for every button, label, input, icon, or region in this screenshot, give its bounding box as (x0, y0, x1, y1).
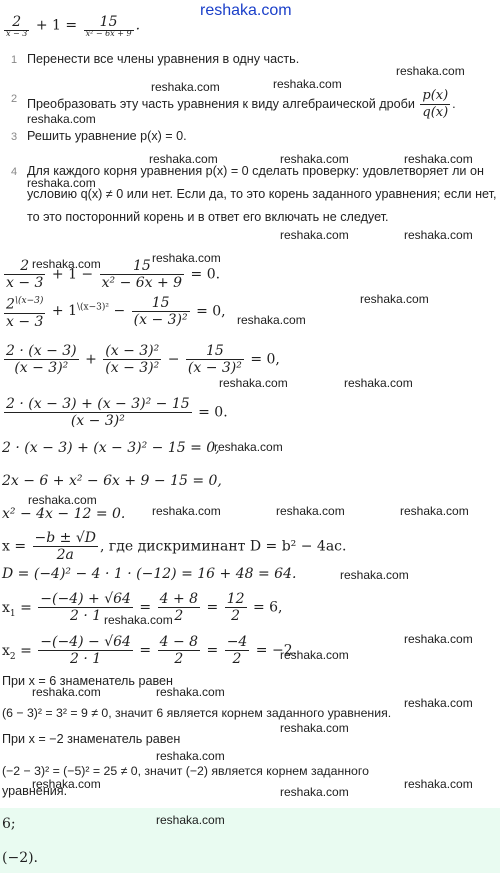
equation-line-2-end: = 0, (196, 303, 226, 320)
check-2-equation-cont: уравнения. (2, 784, 68, 798)
check-2-equation: (−2 − 3)² = (−5)² = 25 ≠ 0, значит (−2) является корнем заданного (2, 764, 369, 778)
equation-line-4: $\frac{\text{2 · (x − 3) + (x − 3)² − 15}}{\text{(x − 3)²}}$ = 0. (6, 396, 228, 429)
watermark[interactable]: reshaka.com (404, 777, 473, 791)
watermark[interactable]: reshaka.com (404, 632, 473, 646)
watermark[interactable]: reshaka.com (280, 721, 349, 735)
quadratic-formula: x = $\frac{-b \pm √D}{2a}$ , где дискриминант D = b² − 4ac. (2, 530, 347, 563)
root-x1: $x_1$ = $\frac{-(-4) + √64}{2 \cdot 1}$ = $\frac{4 + 8}{2}$ = $\frac{12}{2}$ = 6, (2, 591, 283, 624)
step-text: Решить уравнение p(x) = 0. (27, 129, 187, 143)
watermark[interactable]: reshaka.com (237, 313, 306, 327)
p-over-q-fraction: $\frac{p(x)}{q(x)}$ (422, 88, 449, 120)
step-text: Перенести все члены уравнения в одну часть. (27, 52, 300, 66)
root-x1-end: = 6, (252, 599, 283, 616)
watermark[interactable]: reshaka.com (219, 376, 288, 390)
watermark[interactable]: reshaka.com (404, 696, 473, 710)
watermark[interactable]: reshaka.com (32, 685, 101, 699)
check-1-equation: (6 − 3)² = 3² = 9 ≠ 0, значит 6 является корнем заданного уравнения. (2, 706, 392, 720)
watermark[interactable]: reshaka.com (156, 749, 225, 763)
watermark[interactable]: reshaka.com (156, 813, 225, 827)
equation-line-7: x² − 4x − 12 = 0. (2, 506, 126, 522)
watermark[interactable]: reshaka.com (32, 257, 101, 271)
watermark[interactable]: reshaka.com (152, 504, 221, 518)
watermark[interactable]: reshaka.com (104, 613, 173, 627)
watermark[interactable]: reshaka.com (156, 685, 225, 699)
watermark[interactable]: reshaka.com (340, 568, 409, 582)
watermark[interactable]: reshaka.com (280, 152, 349, 166)
discriminant-line: D = (−4)² − 4 · 1 · (−12) = 16 + 48 = 64. (2, 566, 297, 582)
watermark[interactable]: reshaka.com (400, 504, 469, 518)
header-equation: $\frac{2}{x - 3}$ + 1 = $\frac{15}{\text{x² − 6x + 9}}$ . (6, 14, 141, 38)
watermark[interactable]: reshaka.com (276, 504, 345, 518)
root-x2-end: = −2. (255, 642, 298, 659)
watermark[interactable]: reshaka.com (273, 77, 342, 91)
watermark[interactable]: reshaka.com (214, 440, 283, 454)
equation-line-3: $\frac{2 \cdot (x - 3)}{\text{(x − 3)²}}$ + $\frac{\text{(x − 3)²}}{\text{(x − 3)²}}$ − $\frac{15}{\text{(x − 3)²}}$ = 0, (6, 343, 280, 376)
step-number: 4 (11, 166, 18, 178)
watermark[interactable]: reshaka.com (360, 292, 429, 306)
equation-line-1-end: = 0. (190, 266, 221, 283)
watermark[interactable]: reshaka.com (27, 112, 96, 126)
step-number: 2 (11, 93, 18, 105)
equation-line-1: $\frac{2}{x - 3}$ + 1 − $\frac{15}{\text{x² − 6x + 9}}$ = 0. (6, 258, 221, 291)
watermark[interactable]: reshaka.com (149, 152, 218, 166)
watermark[interactable]: reshaka.com (28, 493, 97, 507)
watermark[interactable]: reshaka.com (396, 64, 465, 78)
equation-line-4-end: = 0. (198, 404, 228, 421)
formula-tail: , где дискриминант D = b² − 4ac. (100, 538, 347, 555)
watermark[interactable]: reshaka.com (404, 228, 473, 242)
equation-line-2: $\frac{2^{\backslash(x-3)}}{x - 3}$ + $1^{\backslash(x-3)^2}$ − $\frac{15}{\text{(x − 3)²}}$ = 0, (6, 294, 226, 330)
step-number: 3 (11, 131, 18, 143)
watermark[interactable]: reshaka.com (27, 176, 96, 190)
equation-line-1-mid: + 1 − (51, 266, 98, 283)
watermark[interactable]: reshaka.com (280, 228, 349, 242)
equation-line-6: 2x − 6 + x² − 6x + 9 − 15 = 0, (2, 473, 222, 489)
watermark[interactable]: reshaka.com (344, 376, 413, 390)
step-text: Преобразовать эту часть уравнения к виду алгебраической дроби $\frac{p(x)}{q(x)}$ . (27, 88, 456, 120)
step-text-body: Преобразовать эту часть уравнения к виду алгебраической дроби (27, 96, 415, 111)
step-number: 1 (11, 54, 18, 66)
watermark[interactable]: reshaka.com (280, 648, 349, 662)
watermark[interactable]: reshaka.com (152, 251, 221, 265)
answer-1: 6; (2, 816, 16, 832)
watermark[interactable]: reshaka.com (151, 80, 220, 94)
answer-box (0, 808, 500, 873)
watermark[interactable]: reshaka.com (32, 777, 101, 791)
equation-line-5: 2 · (x − 3) + (x − 3)² − 15 = 0, (2, 440, 220, 456)
watermark[interactable]: reshaka.com (404, 152, 473, 166)
root-x2: $x_2$ = $\frac{-(-4) - √64}{2 \cdot 1}$ = $\frac{4 - 8}{2}$ = $\frac{-4}{2}$ = −2. (2, 634, 298, 667)
watermark-top[interactable]: reshaka.com (200, 2, 292, 19)
watermark[interactable]: reshaka.com (280, 785, 349, 799)
check-2-label: При x = −2 знаменатель равен (2, 732, 181, 746)
step-text: Для каждого корня уравнения p(x) = 0 сделать проверку: удовлетворяет ли он условию q(x) ≠ 0 или нет. Если да, то это корень заданного уравнения; если нет, то это посторонний корень и в ответ его включать не следует. (27, 164, 497, 224)
check-1-label: При x = 6 знаменатель равен (2, 674, 173, 688)
answer-2: (−2). (2, 850, 39, 866)
